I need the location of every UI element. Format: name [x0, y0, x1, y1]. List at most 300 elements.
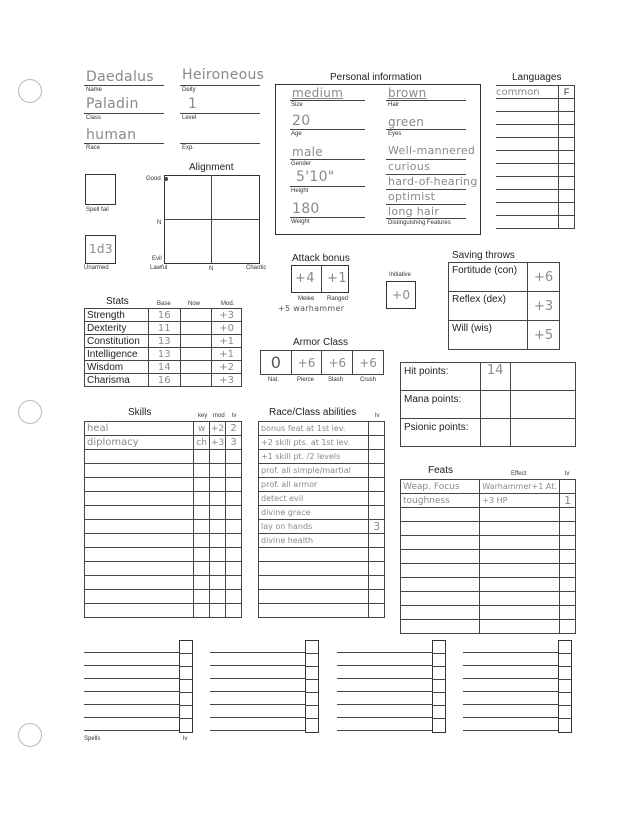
- stat-mod[interactable]: +3: [212, 309, 242, 322]
- stat-now[interactable]: [180, 374, 212, 387]
- stat-mod[interactable]: +1: [212, 335, 242, 348]
- language-flag[interactable]: [559, 151, 575, 164]
- spell-line[interactable]: [337, 730, 432, 731]
- stat-base[interactable]: 13: [148, 348, 180, 361]
- spell-lv-divider: [558, 653, 572, 654]
- gender-value[interactable]: male: [292, 145, 323, 159]
- melee-value[interactable]: +4: [295, 271, 315, 286]
- skill-mod[interactable]: [210, 464, 226, 478]
- language-flag[interactable]: [559, 203, 575, 216]
- skill-name[interactable]: diplomacy: [85, 436, 194, 450]
- feat-row[interactable]: [401, 522, 576, 536]
- feat-effect[interactable]: Warhammer+1 At.: [480, 480, 560, 494]
- language-name[interactable]: [496, 99, 559, 112]
- stat-now[interactable]: [180, 361, 212, 374]
- spell-line[interactable]: [210, 652, 305, 653]
- feat-name[interactable]: [401, 536, 480, 550]
- ability-name[interactable]: +1 skill pt. /2 levels: [259, 450, 369, 464]
- initiative-value[interactable]: +0: [392, 288, 411, 302]
- ability-row[interactable]: [259, 590, 385, 604]
- language-name[interactable]: [496, 203, 559, 216]
- abilities-lv-label: lv: [375, 413, 380, 419]
- points-extra[interactable]: [510, 391, 575, 419]
- language-row[interactable]: [496, 216, 575, 229]
- spell-line[interactable]: [210, 665, 305, 666]
- skill-lv[interactable]: [226, 548, 242, 562]
- language-flag[interactable]: [559, 112, 575, 125]
- spell-line[interactable]: [463, 704, 558, 705]
- feat-effect[interactable]: [480, 564, 560, 578]
- skill-lv[interactable]: [226, 464, 242, 478]
- feat-lv[interactable]: [560, 592, 576, 606]
- eyes-value[interactable]: green: [388, 115, 425, 129]
- skill-key[interactable]: [194, 548, 210, 562]
- feat-name[interactable]: toughness: [401, 494, 480, 508]
- feature-4[interactable]: optimist: [388, 190, 436, 203]
- save-row[interactable]: [449, 292, 560, 321]
- spell-lv-divider: [558, 692, 572, 693]
- spell-line[interactable]: [210, 678, 305, 679]
- language-row[interactable]: [496, 125, 575, 138]
- spell-line[interactable]: [337, 678, 432, 679]
- skill-key[interactable]: [194, 506, 210, 520]
- hair-value[interactable]: brown: [388, 86, 427, 100]
- feat-lv[interactable]: [560, 620, 576, 634]
- skill-mod[interactable]: [210, 506, 226, 520]
- save-row[interactable]: [449, 263, 560, 292]
- stat-base[interactable]: 13: [148, 335, 180, 348]
- ability-name[interactable]: [259, 548, 369, 562]
- spell-line[interactable]: [337, 652, 432, 653]
- spell-line[interactable]: [463, 717, 558, 718]
- feat-row[interactable]: [401, 508, 576, 522]
- feat-name[interactable]: [401, 606, 480, 620]
- skill-name[interactable]: [85, 464, 194, 478]
- ability-lv[interactable]: [369, 534, 385, 548]
- feat-lv[interactable]: [560, 550, 576, 564]
- ability-lv[interactable]: [369, 576, 385, 590]
- ability-name[interactable]: divine grace: [259, 506, 369, 520]
- ability-row[interactable]: [259, 506, 385, 520]
- skill-mod[interactable]: [210, 562, 226, 576]
- ability-row[interactable]: [259, 450, 385, 464]
- skill-row[interactable]: [85, 576, 242, 590]
- skill-key[interactable]: [194, 478, 210, 492]
- ability-lv[interactable]: [369, 506, 385, 520]
- spell-line[interactable]: [210, 730, 305, 731]
- feature-3[interactable]: hard-of-hearing: [388, 175, 478, 188]
- stat-mod[interactable]: +0: [212, 322, 242, 335]
- ranged-value[interactable]: +1: [327, 271, 347, 286]
- feat-lv[interactable]: [560, 564, 576, 578]
- alignment-chaotic: Chaotic: [246, 265, 267, 271]
- spell-line[interactable]: [337, 704, 432, 705]
- feat-name[interactable]: [401, 550, 480, 564]
- stat-row[interactable]: [85, 309, 242, 322]
- skill-key[interactable]: [194, 492, 210, 506]
- feat-name[interactable]: [401, 522, 480, 536]
- skill-lv[interactable]: 3: [226, 436, 242, 450]
- stat-base[interactable]: 11: [148, 322, 180, 335]
- stat-row[interactable]: [85, 361, 242, 374]
- points-value[interactable]: [480, 419, 510, 447]
- points-row[interactable]: [401, 363, 576, 391]
- feats-lv-label: lv: [565, 471, 570, 477]
- stat-base[interactable]: 16: [148, 309, 180, 322]
- stat-row[interactable]: [85, 335, 242, 348]
- skill-row[interactable]: [85, 422, 242, 436]
- skill-lv[interactable]: [226, 534, 242, 548]
- language-name[interactable]: [496, 190, 559, 203]
- feat-effect[interactable]: [480, 592, 560, 606]
- ability-row[interactable]: [259, 422, 385, 436]
- ability-lv[interactable]: [369, 422, 385, 436]
- skill-row[interactable]: [85, 492, 242, 506]
- skill-row[interactable]: [85, 548, 242, 562]
- feat-effect[interactable]: [480, 578, 560, 592]
- feat-effect[interactable]: [480, 536, 560, 550]
- ability-row[interactable]: [259, 562, 385, 576]
- feat-lv[interactable]: [560, 536, 576, 550]
- feat-name[interactable]: [401, 620, 480, 634]
- language-flag[interactable]: [559, 99, 575, 112]
- stat-now[interactable]: [180, 322, 212, 335]
- language-flag[interactable]: [559, 125, 575, 138]
- skill-name[interactable]: [85, 590, 194, 604]
- armor-value[interactable]: +6: [291, 351, 322, 375]
- language-flag[interactable]: [559, 177, 575, 190]
- language-name[interactable]: common: [496, 86, 559, 99]
- language-row[interactable]: [496, 164, 575, 177]
- skill-mod[interactable]: +3: [210, 437, 225, 448]
- feat-row[interactable]: [401, 578, 576, 592]
- level-value[interactable]: 1: [188, 96, 198, 112]
- language-row[interactable]: [496, 99, 575, 112]
- feat-effect[interactable]: [480, 550, 560, 564]
- height-value[interactable]: 5'10": [296, 169, 335, 185]
- skill-lv[interactable]: [226, 478, 242, 492]
- ability-name[interactable]: prof. all simple/martial: [259, 464, 369, 478]
- ability-lv[interactable]: [369, 450, 385, 464]
- spell-line[interactable]: [463, 691, 558, 692]
- ability-lv[interactable]: [369, 492, 385, 506]
- ability-row[interactable]: [259, 464, 385, 478]
- ability-row[interactable]: [259, 436, 385, 450]
- ability-lv[interactable]: [369, 604, 385, 618]
- stat-base[interactable]: 14: [148, 361, 180, 374]
- spell-line[interactable]: [210, 717, 305, 718]
- feat-row[interactable]: [401, 564, 576, 578]
- language-row[interactable]: [496, 190, 575, 203]
- feat-row[interactable]: [401, 494, 576, 508]
- stat-now[interactable]: [180, 335, 212, 348]
- spell-line[interactable]: [337, 717, 432, 718]
- feat-row[interactable]: [401, 480, 576, 494]
- ability-name[interactable]: divine health: [259, 534, 369, 548]
- spell-line[interactable]: [463, 678, 558, 679]
- alignment-neutral-left: N: [157, 220, 162, 226]
- ability-row[interactable]: [259, 492, 385, 506]
- spell-line[interactable]: [210, 691, 305, 692]
- skill-mod[interactable]: [210, 604, 226, 618]
- language-row[interactable]: [496, 86, 575, 99]
- language-row[interactable]: [496, 112, 575, 125]
- skill-lv[interactable]: 2: [226, 422, 242, 436]
- ability-lv[interactable]: 3: [369, 520, 385, 534]
- stat-mod[interactable]: +2: [212, 361, 242, 374]
- spell-lv-divider: [432, 666, 446, 667]
- language-row[interactable]: [496, 203, 575, 216]
- feat-effect[interactable]: [480, 606, 560, 620]
- feat-lv[interactable]: [560, 578, 576, 592]
- feat-effect[interactable]: [480, 620, 560, 634]
- skill-lv[interactable]: [226, 590, 242, 604]
- skill-mod[interactable]: [210, 520, 226, 534]
- feat-lv[interactable]: [560, 508, 576, 522]
- feat-lv[interactable]: [560, 522, 576, 536]
- stat-mod[interactable]: +1: [212, 348, 242, 361]
- language-flag[interactable]: [559, 216, 575, 229]
- ability-name[interactable]: bonus feat at 1st lev.: [259, 422, 369, 436]
- stat-now[interactable]: [180, 309, 212, 322]
- ability-lv[interactable]: [369, 590, 385, 604]
- points-value[interactable]: 14: [480, 363, 510, 391]
- spell-line[interactable]: [463, 665, 558, 666]
- skill-mod[interactable]: [210, 590, 226, 604]
- spell-lv-divider: [305, 679, 319, 680]
- skill-mod[interactable]: [210, 534, 226, 548]
- skill-key[interactable]: [194, 464, 210, 478]
- stats-now-label: Now: [188, 301, 201, 307]
- skill-key[interactable]: [194, 604, 210, 618]
- spell-line[interactable]: [463, 730, 558, 731]
- ability-lv[interactable]: [369, 464, 385, 478]
- feat-row[interactable]: [401, 606, 576, 620]
- skill-lv[interactable]: [226, 576, 242, 590]
- feature-1[interactable]: Well-mannered: [388, 144, 476, 157]
- language-name[interactable]: [496, 177, 559, 190]
- points-value[interactable]: [480, 391, 510, 419]
- spell-line[interactable]: [84, 704, 179, 705]
- save-value[interactable]: +3: [528, 292, 560, 321]
- language-flag[interactable]: [559, 164, 575, 177]
- armor-value[interactable]: +6: [322, 351, 353, 375]
- skill-row[interactable]: [85, 520, 242, 534]
- language-name[interactable]: [496, 151, 559, 164]
- spell-line[interactable]: [84, 665, 179, 666]
- feat-effect[interactable]: +3 HP: [480, 494, 560, 508]
- alignment-marker-icon[interactable]: [164, 177, 168, 181]
- skill-lv[interactable]: [226, 562, 242, 576]
- hair-line: [386, 100, 466, 101]
- spell-fail-box[interactable]: [85, 174, 116, 205]
- language-flag[interactable]: [559, 190, 575, 203]
- skill-lv[interactable]: [226, 492, 242, 506]
- skill-lv[interactable]: [226, 604, 242, 618]
- ability-row[interactable]: [259, 576, 385, 590]
- skill-key[interactable]: [194, 590, 210, 604]
- skill-name[interactable]: [85, 450, 194, 464]
- language-row[interactable]: [496, 138, 575, 151]
- ability-name[interactable]: [259, 590, 369, 604]
- skill-name[interactable]: heal: [85, 422, 194, 436]
- skill-key[interactable]: [194, 534, 210, 548]
- stat-mod[interactable]: +3: [212, 374, 242, 387]
- ability-lv[interactable]: [369, 436, 385, 450]
- points-extra[interactable]: [510, 363, 575, 391]
- skill-row[interactable]: [85, 590, 242, 604]
- spell-line[interactable]: [84, 730, 179, 731]
- skill-lv[interactable]: [226, 450, 242, 464]
- deity-value[interactable]: Heironeous: [182, 67, 265, 83]
- skill-key[interactable]: w: [194, 422, 210, 436]
- stat-row[interactable]: [85, 322, 242, 335]
- feat-lv[interactable]: [560, 606, 576, 620]
- ability-name[interactable]: detect evil: [259, 492, 369, 506]
- ability-lv[interactable]: [369, 478, 385, 492]
- save-value[interactable]: +5: [528, 321, 560, 350]
- feature-2[interactable]: curious: [388, 160, 431, 173]
- class-value[interactable]: Paladin: [86, 96, 139, 112]
- language-flag[interactable]: [559, 138, 575, 151]
- spell-line[interactable]: [84, 717, 179, 718]
- skill-row[interactable]: [85, 534, 242, 548]
- feat-lv[interactable]: [560, 480, 576, 494]
- weight-value[interactable]: 180: [292, 201, 320, 217]
- skill-name[interactable]: [85, 534, 194, 548]
- points-row[interactable]: [401, 419, 576, 447]
- spell-line[interactable]: [463, 652, 558, 653]
- skill-key[interactable]: [194, 450, 210, 464]
- ability-row[interactable]: [259, 478, 385, 492]
- spells-lv-label: lv: [183, 736, 188, 742]
- skill-row[interactable]: [85, 478, 242, 492]
- save-row[interactable]: [449, 321, 560, 350]
- saves-table: [448, 262, 560, 350]
- skill-name[interactable]: [85, 520, 194, 534]
- spell-lv-divider: [558, 666, 572, 667]
- ability-row[interactable]: [259, 604, 385, 618]
- race-value[interactable]: human: [86, 127, 137, 143]
- language-name[interactable]: [496, 216, 559, 229]
- feat-name[interactable]: [401, 564, 480, 578]
- feat-name[interactable]: Weap. Focus: [401, 480, 480, 494]
- spell-lv-divider: [179, 705, 193, 706]
- skill-row[interactable]: [85, 464, 242, 478]
- feat-effect[interactable]: [480, 508, 560, 522]
- skill-row[interactable]: [85, 604, 242, 618]
- unarmed-value[interactable]: 1d3: [89, 242, 113, 256]
- feat-name[interactable]: [401, 578, 480, 592]
- spell-line[interactable]: [84, 652, 179, 653]
- eyes-line: [386, 129, 466, 130]
- ability-name[interactable]: lay on hands: [259, 520, 369, 534]
- skill-name[interactable]: [85, 576, 194, 590]
- skill-key[interactable]: [194, 520, 210, 534]
- skill-mod[interactable]: [210, 450, 226, 464]
- skill-mod[interactable]: [210, 478, 226, 492]
- stat-row[interactable]: [85, 374, 242, 387]
- age-value[interactable]: 20: [292, 113, 311, 129]
- skill-row[interactable]: [85, 562, 242, 576]
- language-row[interactable]: [496, 177, 575, 190]
- points-row[interactable]: [401, 391, 576, 419]
- alignment-good: Good: [146, 176, 161, 182]
- spells-label: Spells: [84, 736, 101, 742]
- skill-mod[interactable]: [210, 548, 226, 562]
- skill-name[interactable]: [85, 562, 194, 576]
- skill-name[interactable]: [85, 506, 194, 520]
- skill-row[interactable]: [85, 506, 242, 520]
- stat-row[interactable]: [85, 348, 242, 361]
- ability-lv[interactable]: [369, 548, 385, 562]
- armor-value[interactable]: 0: [261, 351, 292, 375]
- language-name[interactable]: [496, 112, 559, 125]
- language-name[interactable]: [496, 164, 559, 177]
- language-name[interactable]: [496, 138, 559, 151]
- skill-mod[interactable]: +2: [210, 423, 225, 434]
- ability-name[interactable]: prof. all armor: [259, 478, 369, 492]
- language-flag[interactable]: F: [559, 86, 575, 99]
- armor-value[interactable]: +6: [353, 351, 384, 375]
- skill-row[interactable]: [85, 436, 242, 450]
- spell-line[interactable]: [337, 665, 432, 666]
- ability-lv[interactable]: [369, 562, 385, 576]
- ability-name[interactable]: [259, 562, 369, 576]
- spell-line[interactable]: [337, 691, 432, 692]
- ability-name[interactable]: +2 skill pts. at 1st lev.: [259, 436, 369, 450]
- feat-row[interactable]: [401, 592, 576, 606]
- skill-row[interactable]: [85, 450, 242, 464]
- skill-name[interactable]: [85, 604, 194, 618]
- feat-row[interactable]: [401, 536, 576, 550]
- feat-effect[interactable]: [480, 522, 560, 536]
- ability-row[interactable]: [259, 534, 385, 548]
- skill-key[interactable]: [194, 562, 210, 576]
- ability-name[interactable]: [259, 576, 369, 590]
- feat-row[interactable]: [401, 550, 576, 564]
- skill-name[interactable]: [85, 548, 194, 562]
- skill-key[interactable]: ch: [194, 436, 210, 450]
- skill-name[interactable]: [85, 492, 194, 506]
- feat-name[interactable]: [401, 508, 480, 522]
- skill-mod[interactable]: [210, 576, 226, 590]
- feat-name[interactable]: [401, 592, 480, 606]
- spell-line[interactable]: [84, 678, 179, 679]
- feature-5[interactable]: long hair: [388, 205, 440, 218]
- skill-lv[interactable]: [226, 520, 242, 534]
- ability-row[interactable]: [259, 520, 385, 534]
- ability-row[interactable]: [259, 548, 385, 562]
- language-row[interactable]: [496, 151, 575, 164]
- feat-row[interactable]: [401, 620, 576, 634]
- save-value[interactable]: +6: [528, 263, 560, 292]
- spell-line[interactable]: [210, 704, 305, 705]
- stat-now[interactable]: [180, 348, 212, 361]
- name-value[interactable]: Daedalus: [86, 69, 154, 85]
- size-value[interactable]: medium: [292, 86, 344, 100]
- skill-mod[interactable]: [210, 492, 226, 506]
- ability-name[interactable]: [259, 604, 369, 618]
- feat-lv[interactable]: 1: [560, 494, 576, 508]
- skill-key[interactable]: [194, 576, 210, 590]
- skill-name[interactable]: [85, 478, 194, 492]
- points-extra[interactable]: [510, 419, 575, 447]
- language-name[interactable]: [496, 125, 559, 138]
- spell-line[interactable]: [84, 691, 179, 692]
- stat-base[interactable]: 16: [148, 374, 180, 387]
- skill-lv[interactable]: [226, 506, 242, 520]
